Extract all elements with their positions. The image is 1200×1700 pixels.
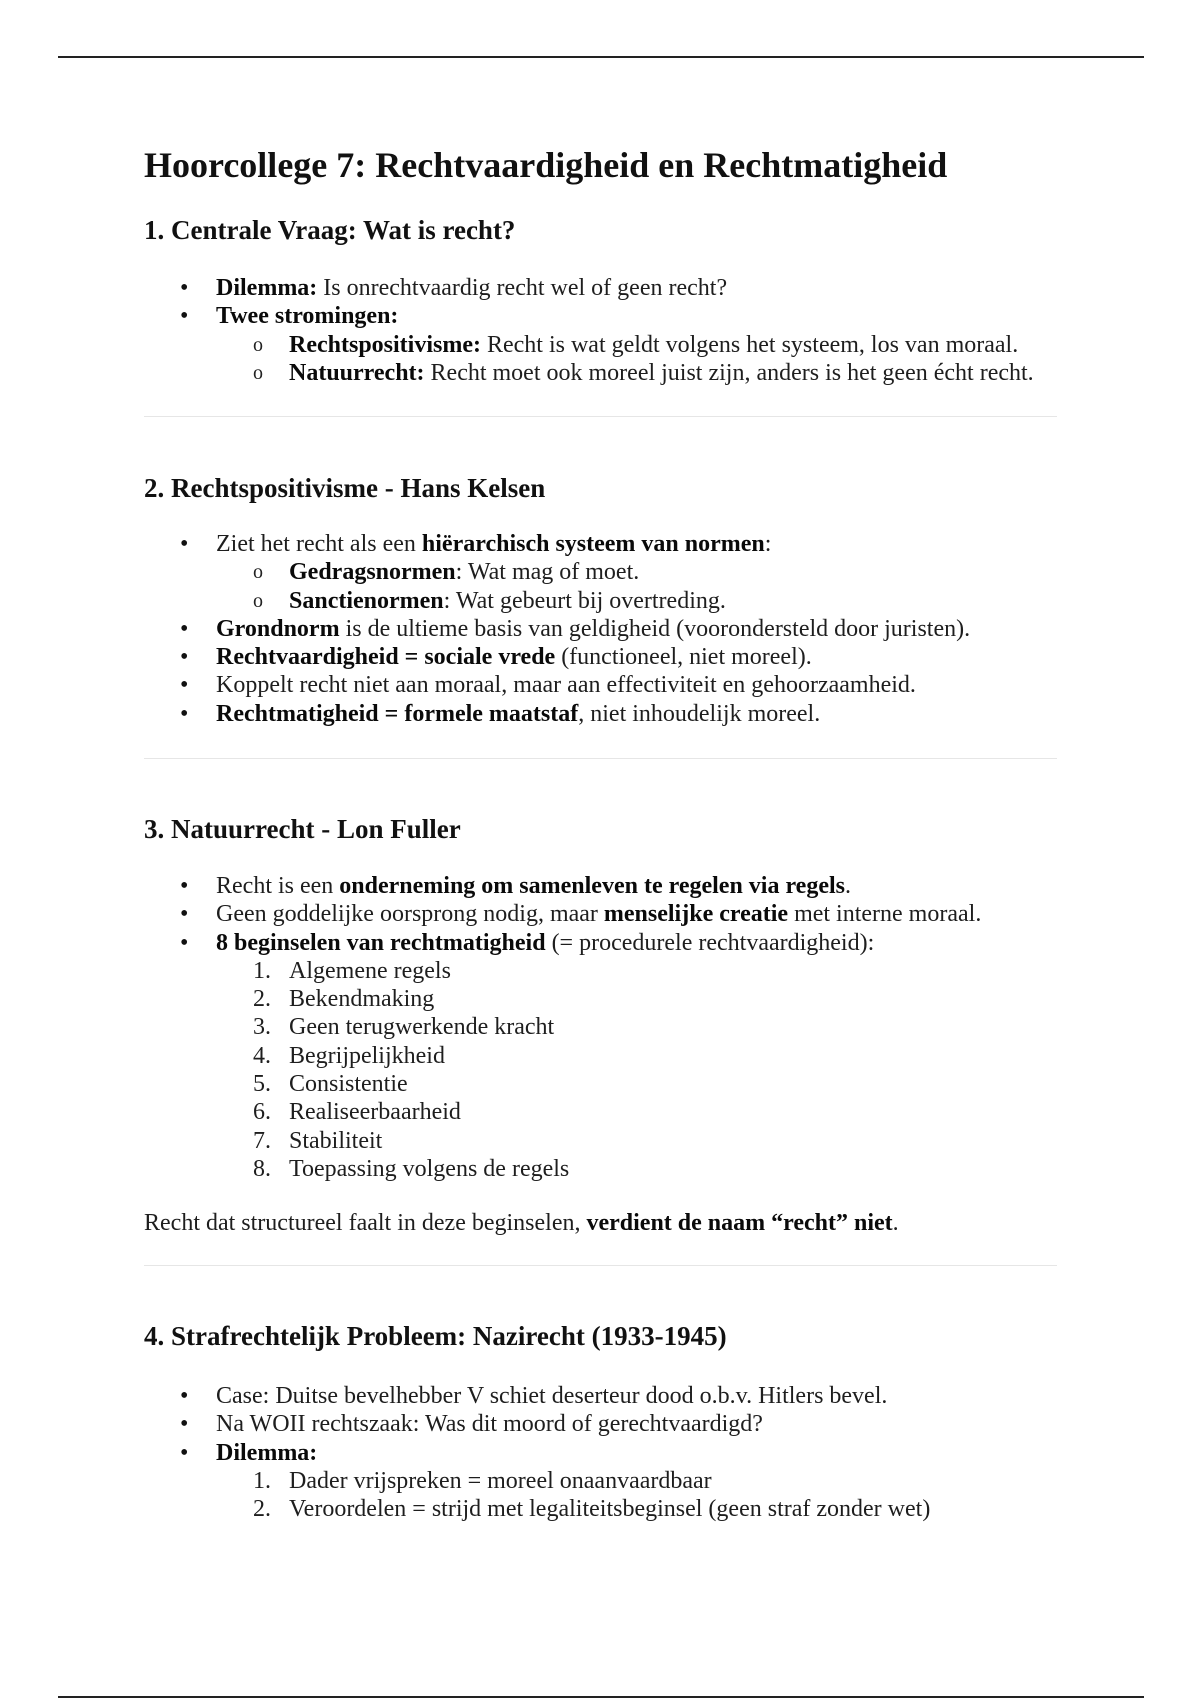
item-text: met interne moraal. [788,901,982,928]
list-item [216,530,1144,615]
item-text: Ziet het recht als een [216,531,422,557]
item-text: : Wat mag of moet. [455,559,640,586]
paragraph-text: . [892,1210,899,1237]
list-item [216,643,1144,671]
sub-list-item [289,558,1144,586]
section-divider [144,416,1057,417]
item-text: Dader vrijspreken = moreel onaanvaardbaar [289,1467,712,1494]
section-heading: 4. Strafrechtelijk Probleem: Nazirecht (1933-1945) [144,1321,727,1351]
numbered-item [253,1070,1144,1098]
page-title: Hoorcollege 7: Rechtvaardigheid en Rechtmatigheid [144,145,948,185]
item-text: Geen terugwerkende kracht [289,1014,555,1041]
item-label: Dilemma: [216,1439,318,1466]
item-text: (= procedurele rechtvaardigheid): [545,929,875,956]
paragraph-emphasis: verdient de naam “recht” niet [586,1210,893,1237]
list-item [216,929,1144,1184]
item-text: Recht is een [216,873,340,899]
item-text: Toepassing volgens de regels [289,1155,570,1182]
bullet-list [144,1382,1144,1523]
item-number: 7. [253,1127,271,1154]
item-text: Bekendmaking [289,986,435,1013]
item-text: . [844,873,851,899]
section-divider [144,1265,1057,1266]
item-text: Case: Duitse bevelhebber V schiet deserteur dood o.b.v. Hitlers bevel. [216,1383,888,1409]
item-text: : [764,531,772,557]
bottom-rule [58,1696,1144,1698]
section-central-question [144,214,1144,387]
sub-list-item [289,587,1144,615]
item-text: (functioneel, niet moreel). [555,644,812,671]
section-heading: 2. Rechtspositivisme - Hans Kelsen [144,473,546,503]
item-number: 8. [253,1155,271,1182]
item-text: Stabiliteit [289,1127,383,1154]
list-item [216,615,1144,643]
list-item [216,1382,1144,1410]
list-item [216,900,1144,928]
numbered-item [253,1127,1144,1155]
sub-list-item [289,359,1144,387]
list-item [216,1439,1144,1524]
principles-list [216,957,1144,1183]
bullet-list [144,872,1144,1183]
numbered-item [253,1042,1144,1070]
item-label: Rechtspositivisme: [289,331,481,358]
item-text: , niet inhoudelijk moreel. [578,700,821,727]
item-text: Recht is wat geldt volgens het systeem, los van moraal. [480,331,1019,358]
numbered-item [253,1098,1144,1126]
conclusion-paragraph [144,1209,1144,1237]
item-emphasis: onderneming om samenleven te regelen via regels [339,873,845,899]
paragraph-text: Recht dat structureel faalt in deze beginselen, [144,1210,587,1237]
item-number: 1. [253,1467,271,1494]
item-label: Twee stromingen: [216,303,399,330]
item-text: Begrijpelijkheid [289,1042,445,1069]
item-number: 4. [253,1042,271,1069]
item-label: Gedragsnormen [289,559,456,586]
section-natural-law [144,813,1144,1238]
item-number: 5. [253,1071,271,1098]
item-number: 2. [253,986,271,1013]
list-item [216,1410,1144,1438]
list-item [216,872,1144,900]
item-number: 3. [253,1014,271,1041]
section-legal-positivism [144,472,1144,728]
item-text: Geen goddelijke oorsprong nodig, maar [216,901,604,928]
list-item [216,302,1144,387]
item-label: Dilemma: [216,275,318,301]
list-item [216,700,1144,728]
item-emphasis: menselijke creatie [603,901,789,928]
item-number: 1. [253,957,271,984]
item-text: Is onrechtvaardig recht wel of geen recht? [317,275,728,301]
numbered-item [253,1155,1144,1183]
item-number: 2. [253,1496,271,1523]
numbered-item [253,1467,1144,1495]
top-rule [58,56,1144,58]
bullet-list [144,274,1144,387]
item-text: : Wat gebeurt bij overtreding. [443,587,726,614]
item-text: Recht moet ook moreel juist zijn, anders is het geen écht recht. [424,359,1034,386]
item-text: Na WOII rechtszaak: Was dit moord of gerechtvaardigd? [216,1411,763,1438]
item-text: Consistentie [289,1071,408,1098]
section-divider [144,758,1057,759]
item-number: 6. [253,1099,271,1126]
item-label: Grondnorm [216,615,340,642]
item-label: 8 beginselen van rechtmatigheid [216,929,546,956]
item-label: Rechtmatigheid = formele maatstaf [216,700,579,727]
numbered-item [253,985,1144,1013]
numbered-item [253,1013,1144,1041]
item-text: Veroordelen = strijd met legaliteitsbeginsel (geen straf zonder wet) [289,1496,931,1523]
item-text: Algemene regels [289,957,451,984]
numbered-item [253,1495,1144,1523]
numbered-item [253,957,1144,985]
section-heading: 3. Natuurrecht - Lon Fuller [144,814,461,844]
bullet-list [144,530,1144,728]
item-label: Natuurrecht: [289,359,425,386]
list-item [216,671,1144,699]
list-item [216,274,1144,302]
item-text: Koppelt recht niet aan moraal, maar aan effectiviteit en gehoorzaamheid. [216,672,916,699]
item-label: Sanctienormen [289,587,444,614]
sub-list-item [289,331,1144,359]
section-criminal-problem [144,1320,1144,1523]
sub-bullet-list [216,331,1144,388]
item-text: Realiseerbaarheid [289,1099,461,1126]
sub-bullet-list [216,558,1144,615]
item-text: is de ultieme basis van geldigheid (voorondersteld door juristen). [339,615,971,642]
section-heading: 1. Centrale Vraag: Wat is recht? [144,215,516,245]
options-list [216,1467,1144,1524]
item-label: Rechtvaardigheid = sociale vrede [216,644,556,671]
item-emphasis: hiërarchisch systeem van normen [421,531,765,557]
